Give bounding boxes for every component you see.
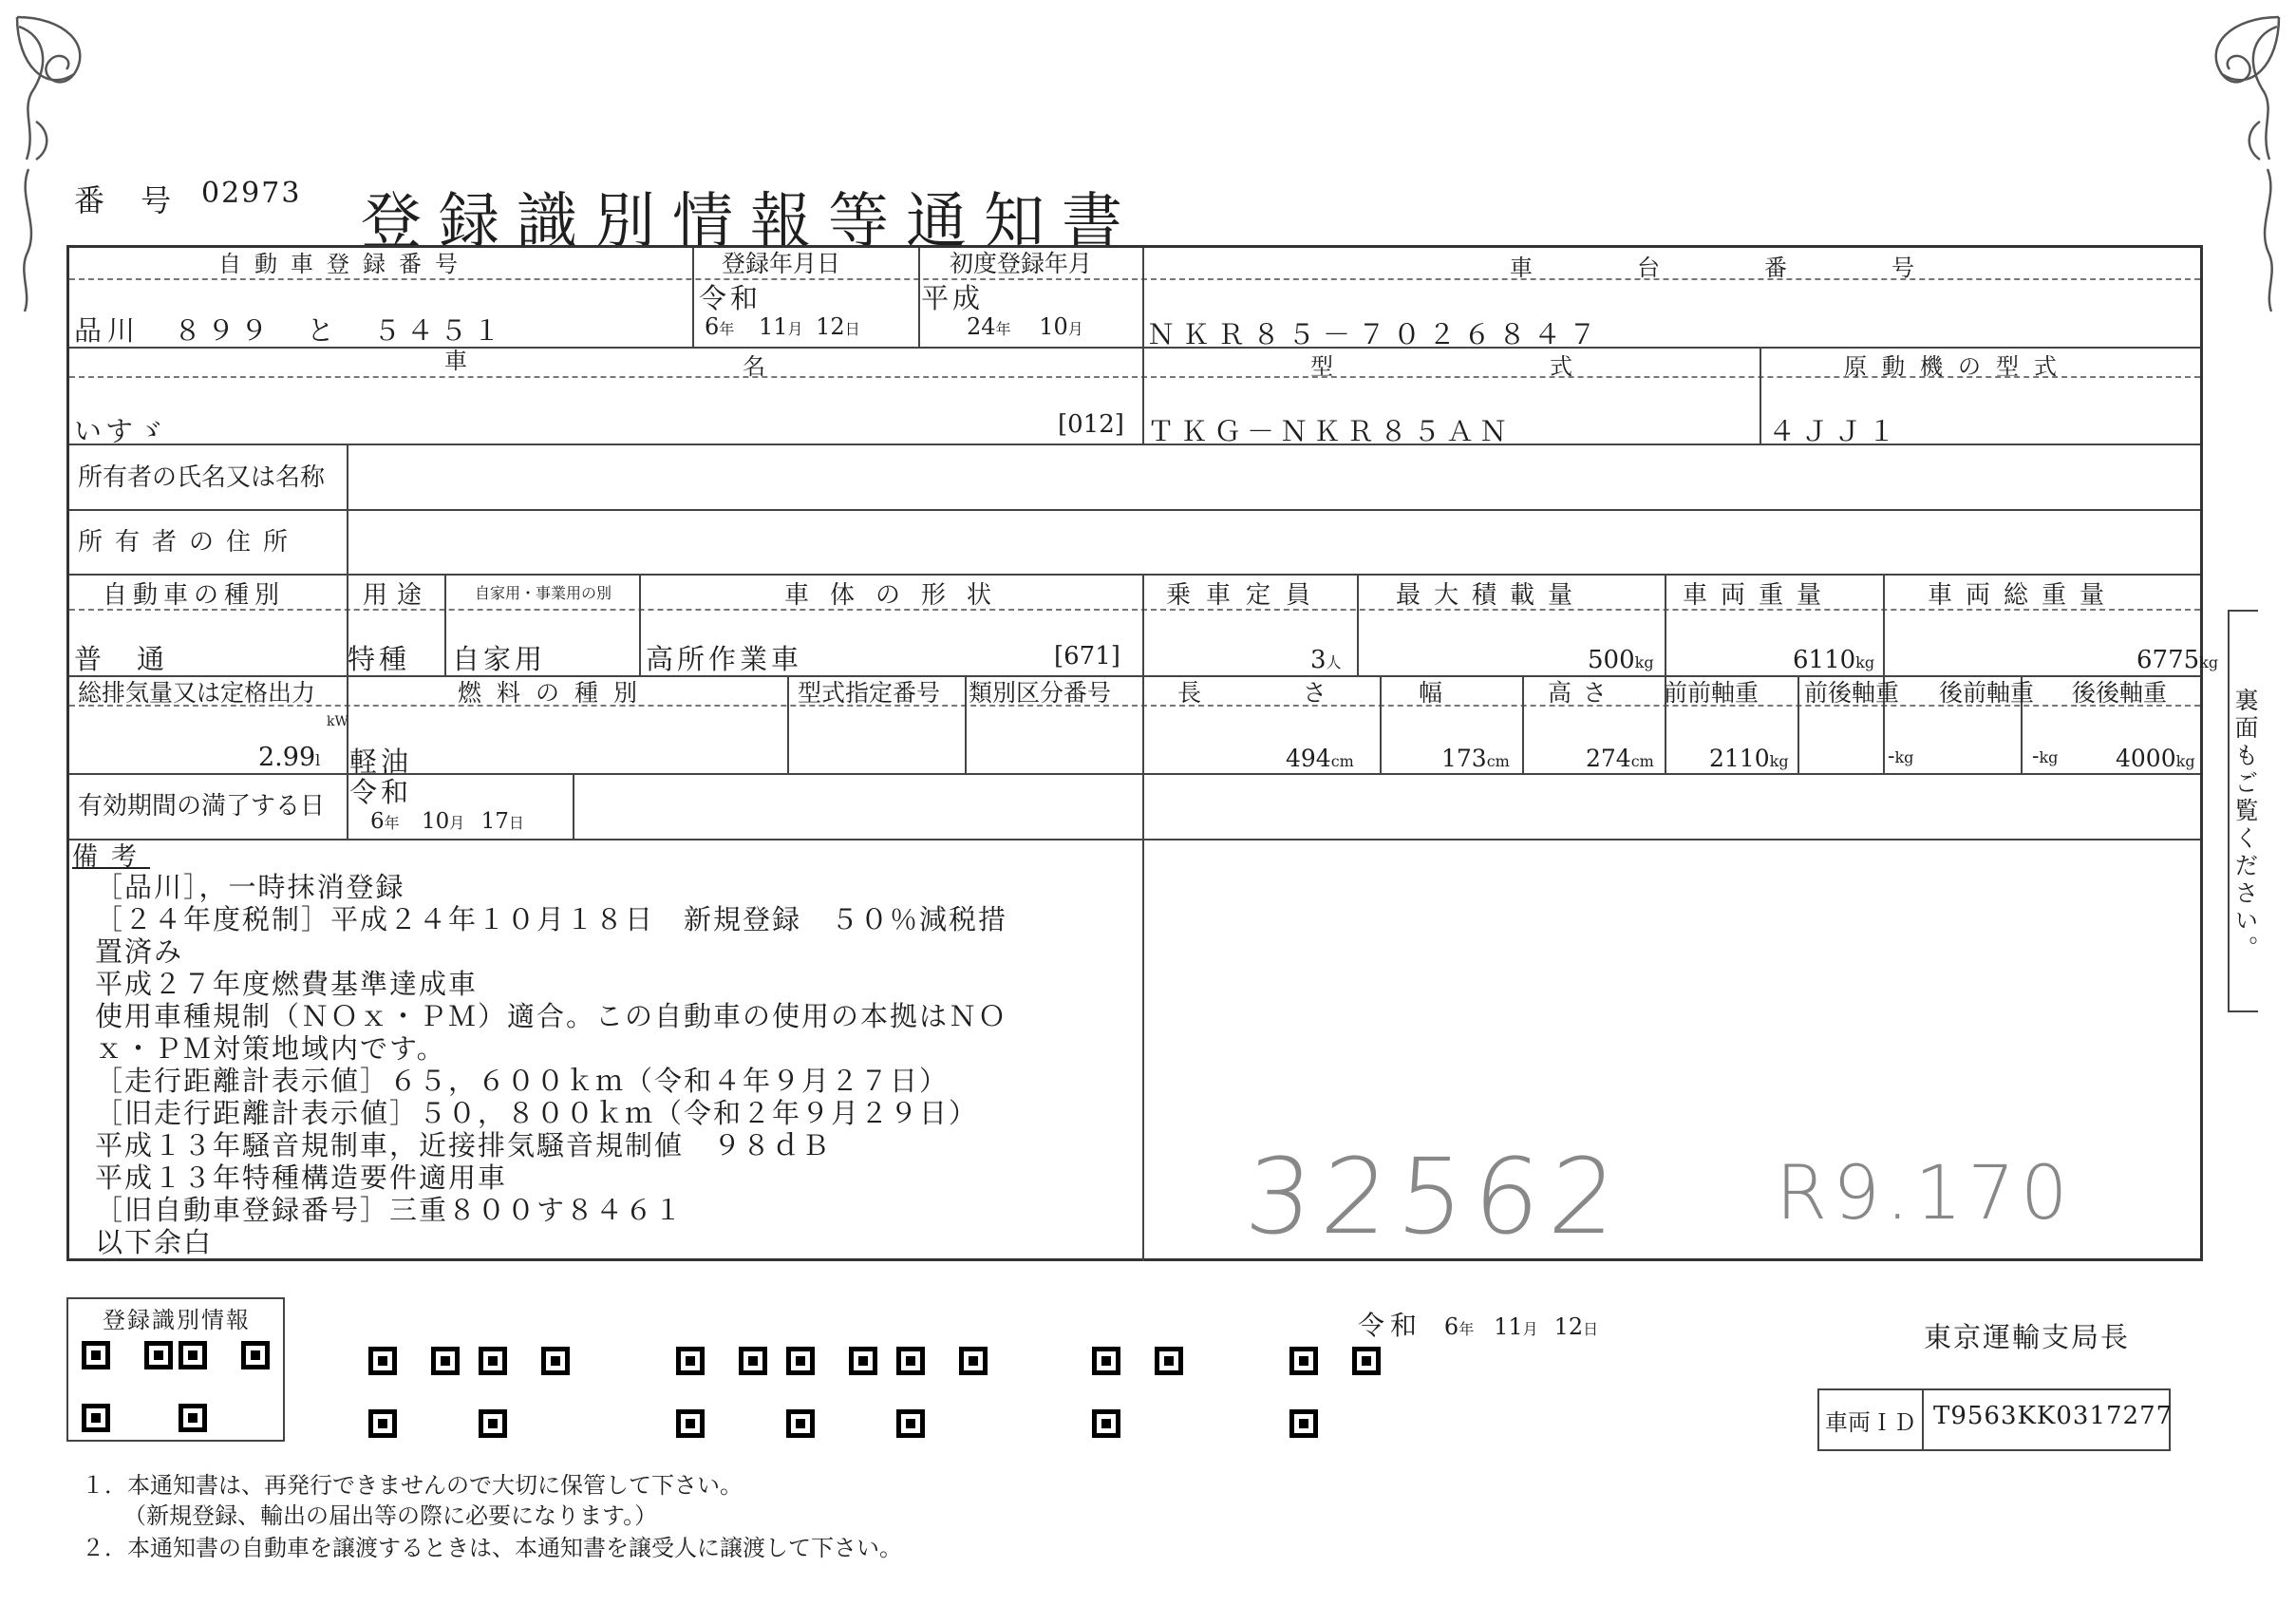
qr-code xyxy=(896,1347,988,1438)
engine-type-label: 原動機の型式 xyxy=(1844,353,2072,380)
ff-axle-label: 前前軸重 xyxy=(1664,679,1760,707)
type-label: 型 xyxy=(1310,353,1346,380)
vehicle-id: T9563KK0317277 xyxy=(1933,1402,2174,1430)
use: 特種 xyxy=(348,643,411,675)
remark-line: 置済み xyxy=(95,935,184,968)
owner-address-label: 所有者の住所 xyxy=(78,528,301,557)
reg-number-label: 自動車登録番号 xyxy=(218,251,471,277)
qr-code xyxy=(1289,1347,1381,1438)
first-reg-era: 平成 xyxy=(921,282,985,314)
body-shape: 高所作業車 xyxy=(646,643,803,675)
name-label: 名 xyxy=(743,353,779,380)
displacement-label: 総排気量又は定格出力 xyxy=(78,679,316,707)
first-reg-date: 24年 10月 xyxy=(967,313,1083,340)
remark-line: ［旧自動車登録番号］三重８００す８４６１ xyxy=(95,1194,685,1226)
qr-code xyxy=(786,1347,877,1438)
sa-label: さ xyxy=(1303,679,1341,707)
type-designation-label: 型式指定番号 xyxy=(798,679,941,707)
width-value: 173cm xyxy=(1441,745,1510,772)
fuel: 軽油 xyxy=(349,746,413,778)
fuel-label: 燃料の種別 xyxy=(458,679,653,707)
issuer: 東京運輸支局長 xyxy=(1924,1321,2131,1353)
rr-axle-label: 後後軸重 xyxy=(2072,679,2168,707)
qr-code xyxy=(1092,1347,1183,1438)
capacity-label: 乗車定員 xyxy=(1166,581,1327,610)
remark-line: 平成１３年特種構造要件適用車 xyxy=(95,1161,508,1194)
expiry-era: 令和 xyxy=(349,776,413,808)
max-load-value: 500kg xyxy=(1588,646,1654,674)
vehicle-id-sep xyxy=(1922,1388,1924,1449)
remark-line: ［２４年度税制］平成２４年１０月１８日 新規登録 ５０％減税措 xyxy=(95,903,1008,935)
private-business-label: 自家用・事業用の別 xyxy=(475,584,612,602)
chassis-label: 車台番号 xyxy=(1510,255,2019,281)
handwritten-number: 32562 xyxy=(1241,1136,1630,1257)
footer-note: ２．本通知書の自動車を譲渡するときは、本通知書を譲受人に譲渡して下さい。 xyxy=(82,1535,902,1561)
width-label: 幅 xyxy=(1419,679,1457,707)
reg-date: 6年 11月 12日 xyxy=(705,313,860,340)
shiki-label: 式 xyxy=(1550,353,1586,380)
model: ＴＫＧ－ＮＫＲ８５ＡＮ xyxy=(1147,415,1514,447)
reg-date-label: 登録年月日 xyxy=(722,250,841,277)
displacement-value: 2.99l xyxy=(258,743,321,772)
ff-axle-value: 2110kg xyxy=(1709,745,1789,772)
max-load-label: 最大積載量 xyxy=(1396,581,1587,610)
length-value: 494cm xyxy=(1286,745,1354,772)
qr-code xyxy=(676,1347,767,1438)
fr-axle-value: -kg xyxy=(1888,745,1914,768)
number-label: 番 号 xyxy=(74,182,185,218)
document-number: 02973 xyxy=(201,177,302,210)
qr-code xyxy=(368,1347,460,1438)
remark-line: 平成２７年度燃費基準達成車 xyxy=(95,968,479,1000)
first-reg-label: 初度登録年月 xyxy=(950,250,1093,277)
remark-line: ｘ・ＰＭ対策地域内です。 xyxy=(95,1032,446,1065)
height-label: 高さ xyxy=(1548,679,1619,707)
remark-line: ［旧走行距離計表示値］５０，８００ｋｍ（令和２年９月２９日） xyxy=(95,1097,979,1129)
remarks-label: 備考 xyxy=(72,842,150,872)
footer-note: （新規登録、輸出の届出等の際に必要になります。） xyxy=(123,1502,658,1529)
footer-note: １．本通知書は、再発行できませんので大切に保管して下さい。 xyxy=(82,1472,743,1499)
maker-code: [012] xyxy=(1058,410,1124,439)
handwritten-ref: R9.170 xyxy=(1776,1151,2074,1237)
category-number-label: 類別区分番号 xyxy=(969,679,1112,707)
car-kind: 普 通 xyxy=(74,643,169,675)
rf-axle-value: -kg xyxy=(2032,745,2059,768)
car-label: 車 xyxy=(444,348,480,374)
height-value: 274cm xyxy=(1586,745,1654,772)
private-business: 自家用 xyxy=(452,643,547,675)
vehicle-id-label: 車両ＩＤ xyxy=(1825,1409,1916,1436)
weight-value: 6110kg xyxy=(1793,646,1875,674)
gross-weight-label: 車両総重量 xyxy=(1928,581,2118,610)
weight-label: 車両重量 xyxy=(1683,581,1835,610)
car-kind-label: 自動車の種別 xyxy=(103,581,286,610)
side-note: 裏面もご覧ください。 xyxy=(2231,688,2259,963)
owner-name-label: 所有者の氏名又は名称 xyxy=(78,463,326,492)
engine-model: ４ＪＪ１ xyxy=(1768,415,1902,447)
use-label: 用途 xyxy=(363,581,432,610)
maker: いすゞ xyxy=(74,415,169,447)
qr-code xyxy=(179,1341,270,1432)
remark-line: 以下余白 xyxy=(95,1226,214,1258)
length-label: 長 xyxy=(1177,679,1215,707)
plate-number: 品川 ８９９ と ５４５１ xyxy=(74,314,507,347)
qr-info-title: 登録識別情報 xyxy=(103,1307,251,1333)
displacement-unit-top: kW xyxy=(327,714,348,729)
gross-weight-value: 6775kg xyxy=(2136,646,2219,674)
remark-line: ［走行距離計表示値］６５，６００ｋｍ（令和４年９月２７日） xyxy=(95,1065,950,1097)
expiry-label: 有効期間の満了する日 xyxy=(78,792,326,821)
chassis-number: ＮＫＲ８５－７０２６８４７ xyxy=(1147,318,1605,350)
expiry-date: 6年 10月 17日 xyxy=(370,809,524,834)
reg-era: 令和 xyxy=(699,282,762,314)
remark-line: ［品川］，一時抹消登録 xyxy=(95,871,405,903)
issue-date: 令和 6年 11月 12日 xyxy=(1358,1310,1599,1341)
body-code: [671] xyxy=(1054,642,1120,670)
fr-axle-label: 前後軸重 xyxy=(1804,679,1900,707)
remark-line: 平成１３年騒音規制車，近接排気騒音規制値 ９８ｄＢ xyxy=(95,1129,832,1161)
rr-axle-value: 4000kg xyxy=(2116,745,2195,772)
remark-line: 使用車種規制（ＮＯｘ・ＰＭ）適合。この自動車の使用の本拠はＮＯ xyxy=(95,1000,1008,1032)
qr-code xyxy=(82,1341,173,1432)
page-title: 登録識別情報等通知書 xyxy=(361,187,1139,257)
qr-code xyxy=(479,1347,570,1438)
rf-axle-label: 後前軸重 xyxy=(1939,679,2035,707)
capacity-value: 3人 xyxy=(1310,646,1342,674)
body-shape-label: 車体の形状 xyxy=(784,581,1013,610)
